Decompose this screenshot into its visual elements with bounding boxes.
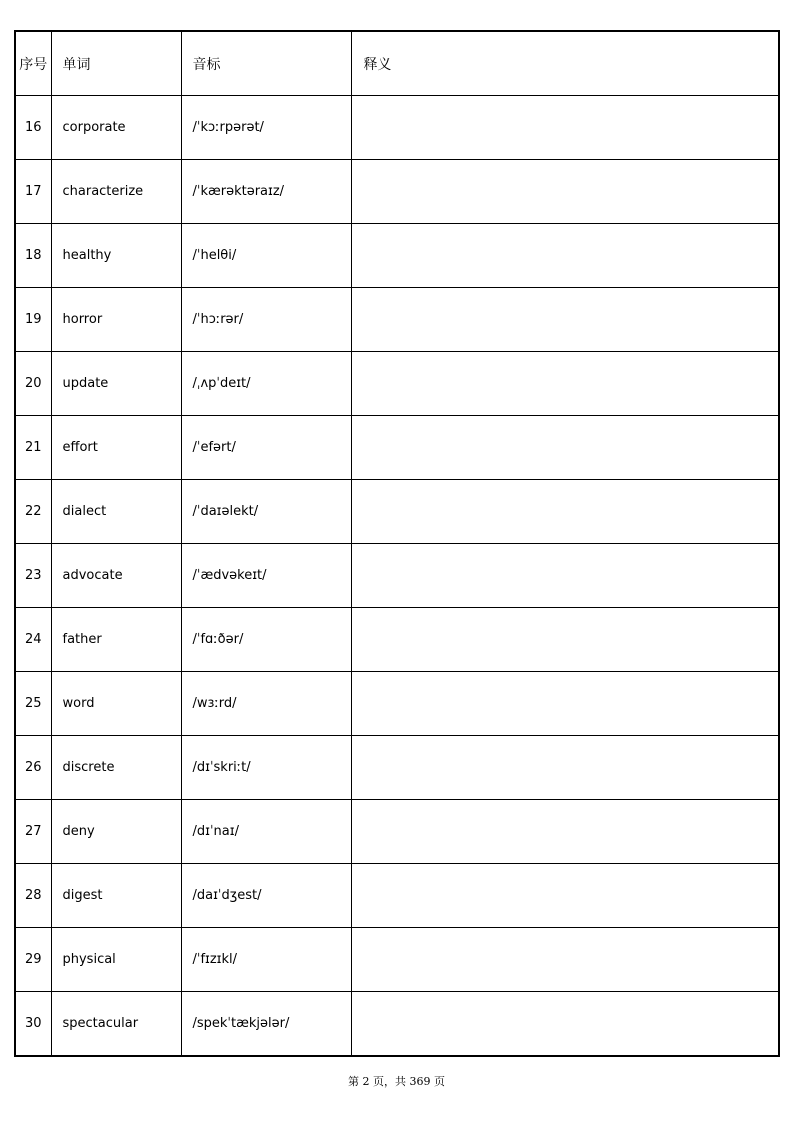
row-definition (351, 672, 779, 736)
row-phonetic: /spekˈtækjələr/ (181, 992, 351, 1057)
row-number: 16 (15, 96, 51, 160)
row-word: spectacular (51, 992, 181, 1057)
row-number: 27 (15, 800, 51, 864)
row-word: digest (51, 864, 181, 928)
row-definition (351, 736, 779, 800)
row-definition (351, 352, 779, 416)
table-row (15, 288, 779, 352)
row-phonetic: /ˈfɪzɪkl/ (181, 928, 351, 992)
row-word: advocate (51, 544, 181, 608)
table-header-row (15, 31, 779, 96)
row-word: healthy (51, 224, 181, 288)
row-number: 22 (15, 480, 51, 544)
row-word: deny (51, 800, 181, 864)
table-row (15, 800, 779, 864)
table-row (15, 160, 779, 224)
table-row (15, 96, 779, 160)
table-row (15, 736, 779, 800)
row-phonetic: /ˈkɔːrpərət/ (181, 96, 351, 160)
row-phonetic: /ˈædvəkeɪt/ (181, 544, 351, 608)
row-phonetic: /wɜːrd/ (181, 672, 351, 736)
header-word: 单词 (51, 31, 181, 96)
table-row (15, 672, 779, 736)
row-number: 21 (15, 416, 51, 480)
row-word: discrete (51, 736, 181, 800)
row-definition (351, 224, 779, 288)
row-word: effort (51, 416, 181, 480)
row-number: 23 (15, 544, 51, 608)
row-word: word (51, 672, 181, 736)
row-number: 29 (15, 928, 51, 992)
row-word: corporate (51, 96, 181, 160)
row-phonetic: /ˈkærəktəraɪz/ (181, 160, 351, 224)
row-number: 20 (15, 352, 51, 416)
row-word: father (51, 608, 181, 672)
row-definition (351, 288, 779, 352)
row-definition (351, 544, 779, 608)
row-phonetic: /daɪˈdʒest/ (181, 864, 351, 928)
row-number: 25 (15, 672, 51, 736)
header-definition: 释义 (351, 31, 779, 96)
row-phonetic: /ˌʌpˈdeɪt/ (181, 352, 351, 416)
row-phonetic: /ˈefərt/ (181, 416, 351, 480)
row-number: 24 (15, 608, 51, 672)
table-row (15, 608, 779, 672)
row-phonetic: /ˈdaɪəlekt/ (181, 480, 351, 544)
vocabulary-table (14, 30, 780, 1057)
row-word: dialect (51, 480, 181, 544)
header-number: 序号 (15, 31, 51, 96)
row-word: update (51, 352, 181, 416)
row-definition (351, 800, 779, 864)
row-word: characterize (51, 160, 181, 224)
row-phonetic: /ˈhɔːrər/ (181, 288, 351, 352)
row-phonetic: /dɪˈskriːt/ (181, 736, 351, 800)
row-definition (351, 864, 779, 928)
row-number: 30 (15, 992, 51, 1057)
page-footer: 第 2 页，共 369 页 (348, 1075, 445, 1088)
row-number: 28 (15, 864, 51, 928)
table-row (15, 224, 779, 288)
table-row (15, 928, 779, 992)
row-definition (351, 608, 779, 672)
row-phonetic: /ˈfɑːðər/ (181, 608, 351, 672)
row-definition (351, 928, 779, 992)
row-definition (351, 992, 779, 1057)
row-number: 26 (15, 736, 51, 800)
row-word: physical (51, 928, 181, 992)
table-row (15, 864, 779, 928)
table-row (15, 480, 779, 544)
row-phonetic: /ˈhelθi/ (181, 224, 351, 288)
table-row (15, 416, 779, 480)
row-number: 19 (15, 288, 51, 352)
row-definition (351, 96, 779, 160)
table-row (15, 544, 779, 608)
row-definition (351, 480, 779, 544)
header-phonetic: 音标 (181, 31, 351, 96)
row-definition (351, 160, 779, 224)
row-number: 17 (15, 160, 51, 224)
row-word: horror (51, 288, 181, 352)
table-row (15, 352, 779, 416)
row-phonetic: /dɪˈnaɪ/ (181, 800, 351, 864)
row-definition (351, 416, 779, 480)
row-number: 18 (15, 224, 51, 288)
table-row (15, 992, 779, 1057)
